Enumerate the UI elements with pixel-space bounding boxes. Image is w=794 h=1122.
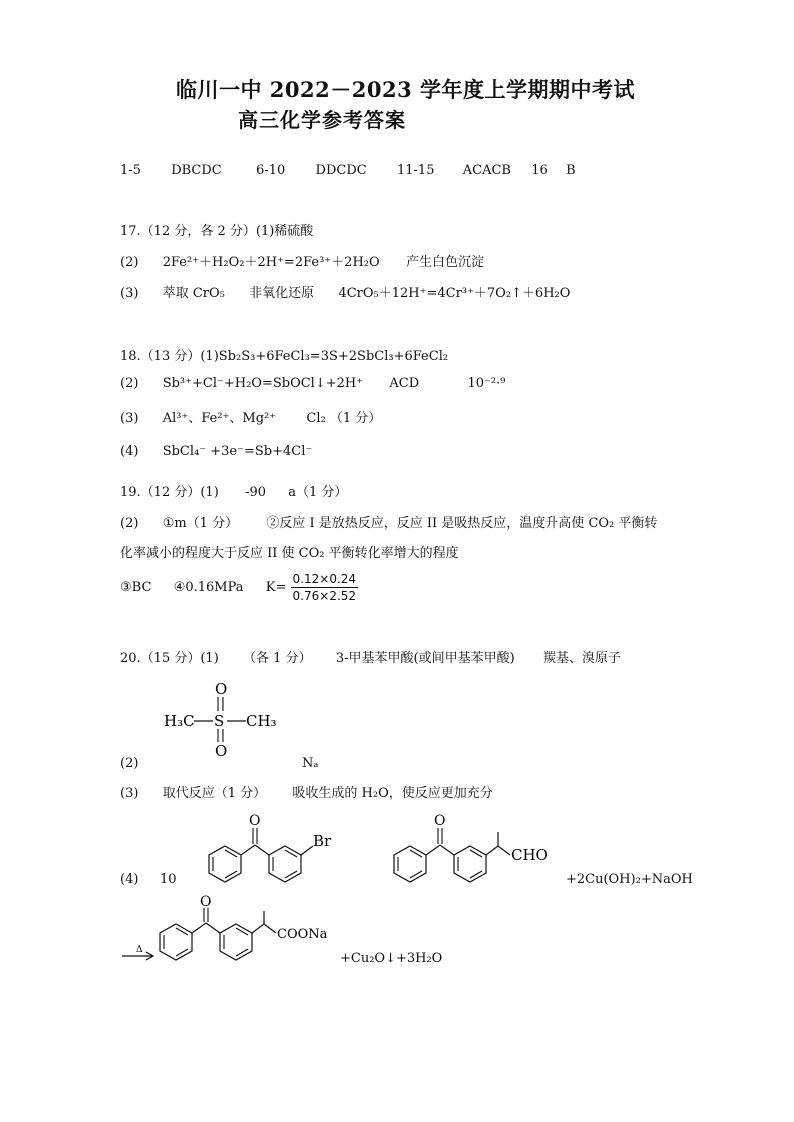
mcq-answers	[120, 163, 576, 178]
q19-k-label: K=	[265, 580, 287, 595]
q19-enthalpy: -90	[245, 485, 266, 500]
carboxylate-label: COONa	[277, 927, 328, 942]
bond-carbonyl-ring-b	[255, 845, 269, 855]
q18-part3-number: (3)	[120, 411, 139, 426]
mcq-answer-3: ACACB	[462, 163, 511, 178]
mcq-range-1: 1-5	[120, 163, 141, 178]
bond-ring-f-ch	[252, 924, 264, 933]
heat-symbol: Δ	[136, 945, 143, 955]
product-structure	[118, 894, 348, 966]
q20-reagents: +2Cu(OH)₂+NaOH	[566, 872, 693, 887]
q20-part3-number: (3)	[120, 786, 139, 801]
q18-heading: 18.（13 分）(1)Sb₂S₃+6FeCl₃=3S+2SbCl₃+6FeCl₂	[120, 349, 449, 364]
bond-ch-cho	[498, 846, 510, 855]
sulfone-o-bottom: O	[215, 742, 228, 760]
ring-f	[220, 924, 252, 960]
q17-observation: 产生白色沉淀	[405, 255, 484, 270]
dimethyl-sulfone-structure	[150, 676, 300, 760]
ring-d	[454, 846, 486, 882]
bond-ring-c-carbonyl	[426, 845, 440, 855]
q19-part2	[120, 512, 657, 531]
q19-answer-m: ①m（1 分）	[162, 516, 239, 531]
ring-a	[209, 846, 241, 882]
q18-gas: Cl₂ （1 分）	[306, 411, 382, 426]
q17-part2	[120, 251, 484, 270]
sulfone-h3c: H₃C	[164, 712, 195, 730]
page-subtitle: 高三化学参考答案	[238, 108, 406, 132]
mcq-answer-2: DDCDC	[315, 163, 367, 178]
q18-electrode-equation: SbCl₄⁻ +3e⁻=Sb+4Cl⁻	[162, 444, 313, 459]
aldehyde-label: CHO	[511, 846, 548, 864]
q19-explanation-2: 化率减小的程度大于反应 II 使 CO₂ 平衡转化率增大的程度	[120, 546, 459, 561]
q19-explanation-1: ②反应 I 是放热反应，反应 II 是吸热反应，温度升高使 CO₂ 平衡转	[266, 516, 658, 531]
q20-heading: 20.（15 分）(1)	[120, 651, 219, 666]
ring-c	[394, 846, 426, 882]
q19-k-denominator: 0.76×2.52	[292, 589, 357, 603]
q17-heading: 17.（12 分，各 2 分）(1)稀硫酸	[120, 224, 314, 239]
aldehyde-structure	[380, 812, 560, 890]
page-title: 临川一中 2022－2023 学年度上学期期中考试	[176, 77, 636, 102]
q19-k-fraction	[291, 572, 359, 603]
bromobenzophenone-structure	[195, 812, 345, 890]
bromine-label: Br	[313, 832, 332, 850]
carbonyl-oxygen-1: O	[249, 813, 261, 829]
q20-reaction-type: 取代反应（1 分）	[162, 786, 267, 801]
q19-part2-number: (2)	[120, 516, 139, 531]
q18-part4	[120, 444, 312, 459]
ring-e	[160, 924, 192, 960]
bond-carbonyl-ring-d	[440, 845, 454, 855]
bond-ring-d-ch	[486, 846, 498, 855]
q17-extraction: 萃取 CrO₅	[162, 286, 225, 301]
q19-pressure: ④0.16MPa	[173, 580, 244, 595]
q18-equation: Sb³⁺+Cl⁻+H₂O=SbOCl↓+2H⁺	[162, 376, 364, 391]
q17-equation-1: 2Fe²⁺＋H₂O₂＋2H⁺=2Fe³⁺＋2H₂O	[162, 255, 380, 270]
bond-ch-coona	[264, 924, 276, 933]
sulfone-o-top: O	[215, 680, 228, 698]
q19-k-numerator: 0.12×0.24	[292, 572, 357, 586]
mcq-answer-4: B	[566, 163, 576, 178]
q20-functional-groups: 羰基、溴原子	[542, 651, 621, 666]
mcq-range-4: 16	[531, 163, 548, 178]
q19-choice: ③BC	[120, 580, 152, 595]
q18-choice: ACD	[389, 376, 420, 391]
q18-part4-number: (4)	[120, 444, 139, 459]
bond-carbonyl-ring-f	[206, 923, 220, 933]
q18-part3	[120, 407, 381, 426]
q18-part2-number: (2)	[120, 376, 139, 391]
q17-part3-number: (3)	[120, 286, 139, 301]
q17-reaction-type: 非氧化还原	[249, 286, 315, 301]
q19-part3	[120, 572, 358, 603]
q19-heading: 19.（12 分）(1)	[120, 485, 219, 500]
q20-part3	[120, 782, 493, 801]
q20-part4-count: 10	[160, 872, 177, 887]
carbonyl-oxygen-2: O	[434, 813, 446, 829]
q19-curve: a（1 分）	[288, 485, 348, 500]
q20-part1	[120, 647, 621, 666]
mcq-answer-1: DBCDC	[171, 163, 222, 178]
q20-part4-number: (4)	[120, 872, 139, 887]
bond-ring-a-carbonyl	[241, 845, 255, 855]
q18-part2	[120, 376, 505, 391]
carbonyl-oxygen-3: O	[200, 894, 212, 910]
q20-purpose: 吸收生成的 H₂O，使反应更加充分	[292, 786, 493, 801]
q20-part2-number: (2)	[120, 756, 139, 771]
sulfone-s: S	[214, 712, 225, 730]
q20-compound-name: 3-甲基苯甲酸(或间甲基苯甲酸)	[335, 651, 515, 666]
sulfone-ch3: CH₃	[246, 712, 277, 730]
q18-ions: Al³⁺、Fe²⁺、Mg²⁺	[162, 411, 277, 426]
mcq-range-3: 11-15	[397, 163, 435, 178]
q17-equation-2: 4CrO₅＋12H⁺=4Cr³⁺＋7O₂↑＋6H₂O	[338, 286, 571, 301]
ring-b	[269, 846, 301, 882]
q20-products: +Cu₂O↓+3H₂O	[340, 951, 443, 966]
bond-ring-b-br	[301, 846, 313, 855]
q20-score-note: （各 1 分）	[243, 651, 312, 666]
bond-ring-e-carbonyl	[192, 923, 206, 933]
mcq-range-2: 6-10	[256, 163, 286, 178]
q19-part1	[120, 481, 347, 500]
q17-part2-number: (2)	[120, 255, 139, 270]
q20-part2-answer: Nₐ	[302, 756, 319, 771]
q17-part3	[120, 282, 570, 301]
q18-constant: 10⁻²·⁹	[467, 376, 506, 391]
